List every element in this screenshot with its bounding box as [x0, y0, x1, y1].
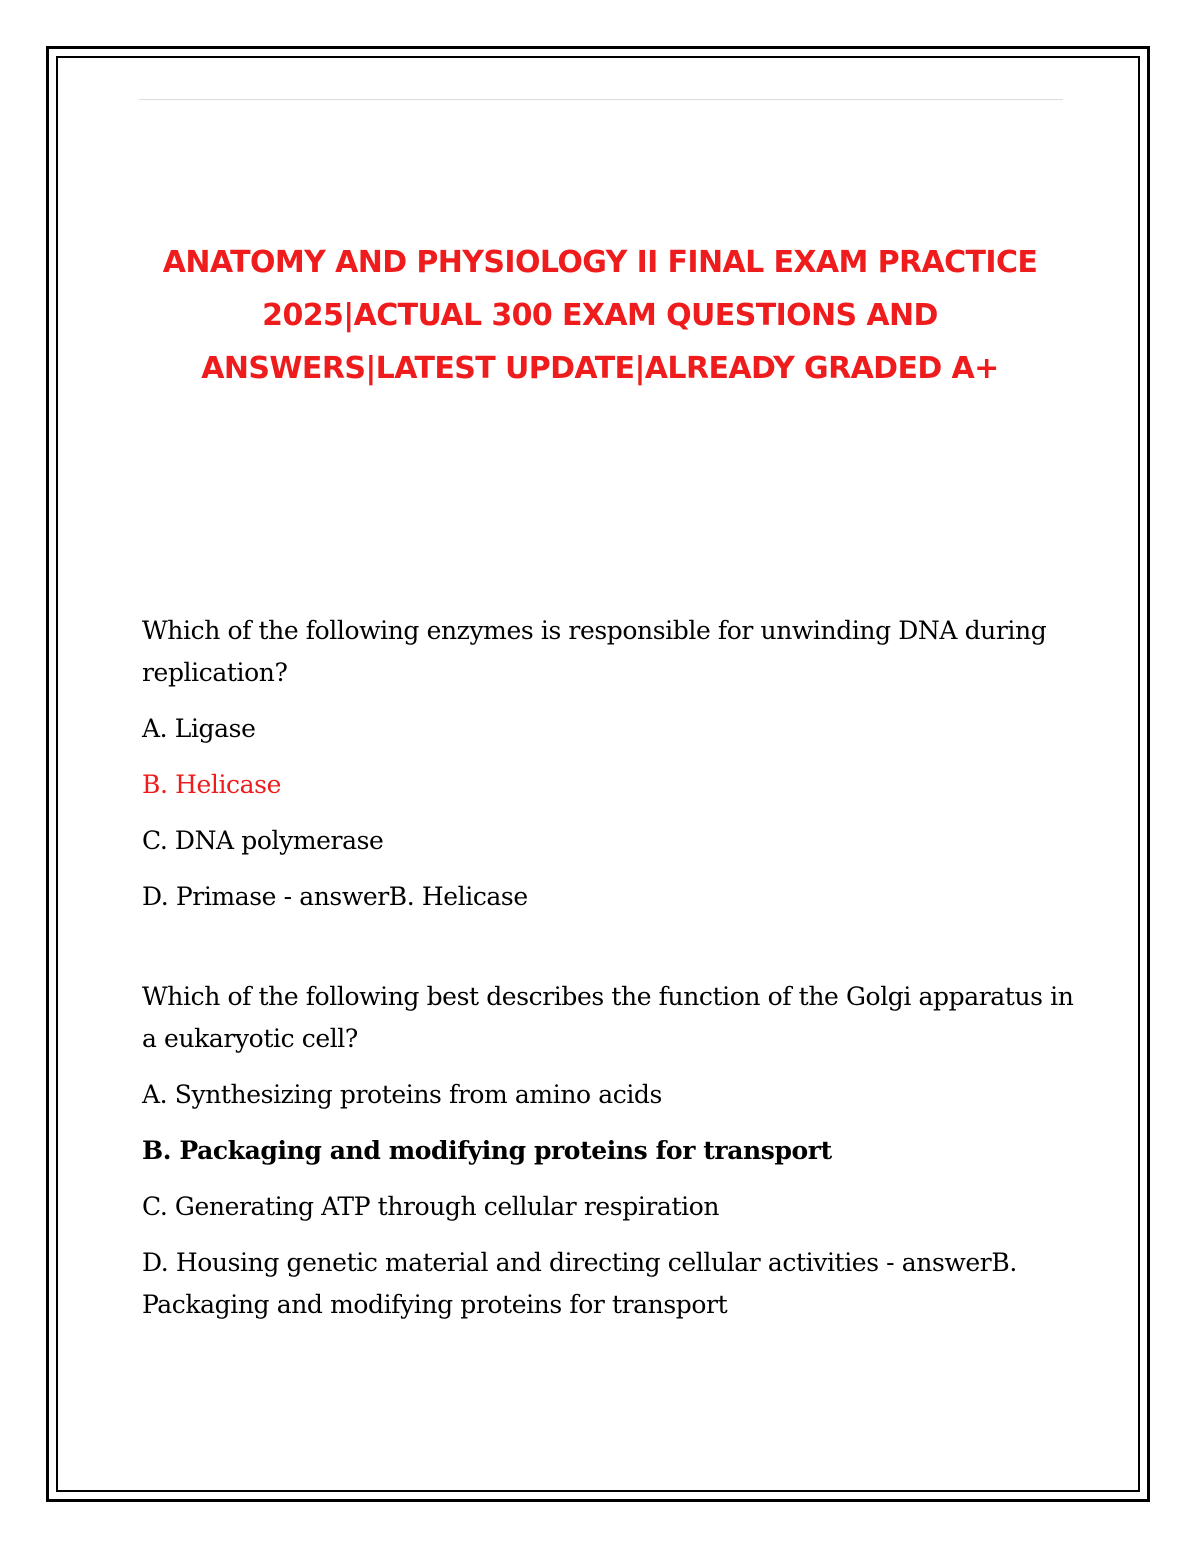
document-title: ANATOMY AND PHYSIOLOGY II FINAL EXAM PRACTICE 2025|ACTUAL 300 EXAM QUESTIONS AND ANSWERS|LATEST UPDATE|ALREADY GRADED A+ — [162, 245, 1038, 386]
question-1-option-c: C. DNA polymerase — [142, 826, 384, 855]
question-2-option-d: D. Housing genetic material and directing cellular activities - answerB. Packaging and modifying proteins for transport — [142, 1248, 1017, 1319]
question-1-option-d: D. Primase - answerB. Helicase — [142, 882, 528, 911]
question-2-option-b: B. Packaging and modifying proteins for transport — [142, 1136, 832, 1165]
question-1-text: Which of the following enzymes is responsible for unwinding DNA during replication? — [142, 616, 1047, 687]
header-rule — [139, 99, 1063, 100]
question-2-option-c: C. Generating ATP through cellular respiration — [142, 1192, 720, 1221]
question-2-option-a: A. Synthesizing proteins from amino acids — [142, 1080, 662, 1109]
question-1-option-a: A. Ligase — [142, 714, 256, 743]
question-1-option-b: B. Helicase — [142, 770, 281, 799]
question-2 — [142, 976, 1082, 1326]
questions-content — [142, 610, 1082, 1340]
question-1 — [142, 610, 1082, 918]
question-2-text: Which of the following best describes the function of the Golgi apparatus in a eukaryotic cell? — [142, 982, 1074, 1053]
